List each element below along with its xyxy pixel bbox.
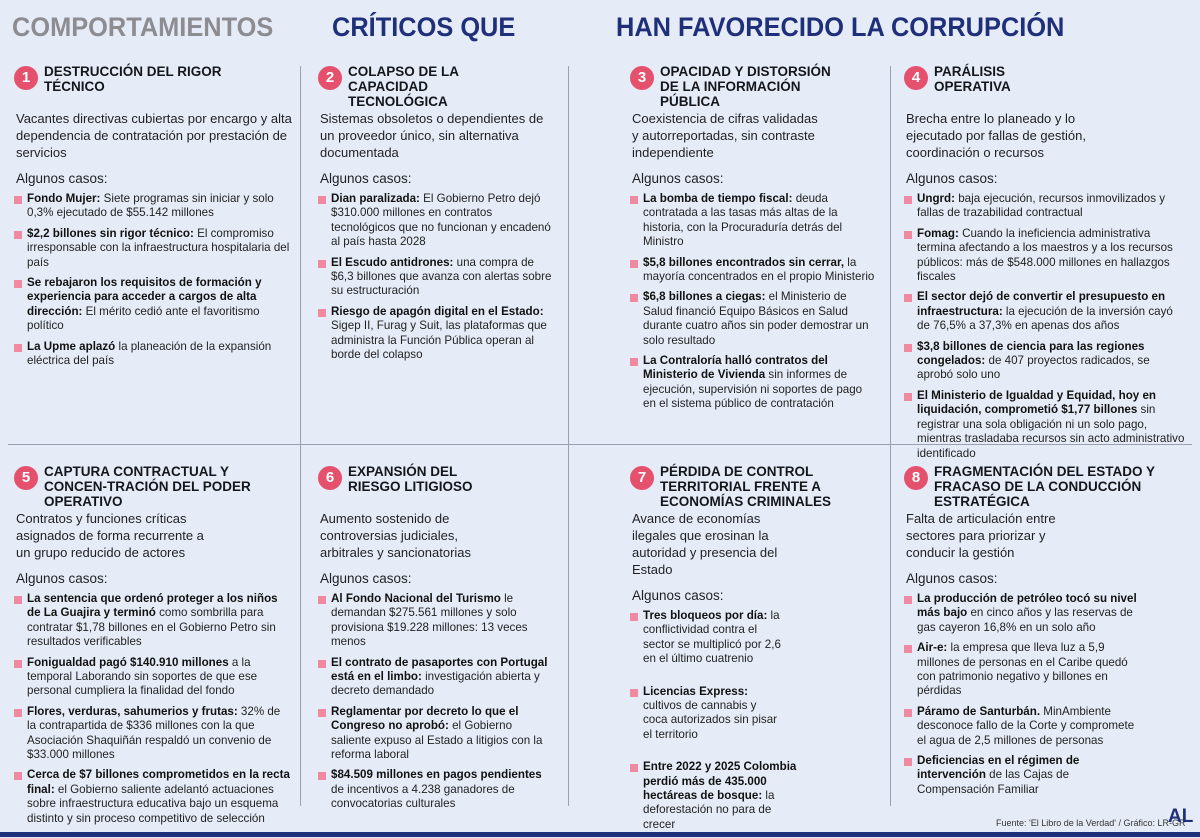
case-item: El contrato de pasaportes con Portugal está en el limbo: investigación abierta y decreto demandado xyxy=(318,656,554,699)
divider-v1 xyxy=(300,66,301,446)
case-item: La Upme aplazó la planeación de la expansión eléctrica del país xyxy=(14,340,292,369)
panel-description: Brecha entre lo planeado y lo ejecutado por fallas de gestión, coordinación o recursos xyxy=(906,111,1086,160)
panel-number: 3 xyxy=(630,66,654,90)
source-note: Fuente: 'El Libro de la Verdad' / Gráfico: LR-GR xyxy=(996,818,1186,828)
divider-v2 xyxy=(568,66,569,446)
panel-title: DESTRUCCIÓN DEL RIGOR TÉCNICO xyxy=(44,64,222,94)
panel-2 xyxy=(318,64,554,368)
panel-description: Aumento sostenido de controversias judiciales, arbitrales y sancionatorias xyxy=(320,511,472,560)
case-item: Cerca de $7 billones comprometidos en la recta final: el Gobierno saliente adelantó actuaciones sobre infraestructura educativa bajo un esquema distinto y sin proceso competitivo de selección xyxy=(14,768,292,826)
divider-v3 xyxy=(890,66,891,446)
case-item: Licencias Express: cultivos de cannabis y coca autorizados sin pisar el territorio xyxy=(630,685,783,743)
panel-description: Contratos y funciones críticas asignados de forma recurrente a un grupo reducido de actores xyxy=(16,511,204,560)
case-item: Entre 2022 y 2025 Colombia perdió más de 435.000 hectáreas de bosque: la deforestación no para de crecer xyxy=(630,760,803,832)
panel-number: 6 xyxy=(318,466,342,490)
case-item: Al Fondo Nacional del Turismo le demandan $275.561 millones y solo provisiona $19.228 millones: 13 veces menos xyxy=(318,592,554,650)
panel-number: 4 xyxy=(904,66,928,90)
case-item: Se rebajaron los requisitos de formación y experiencia para acceder a cargos de alta dirección: El mérito cedió ante el favoritismo político xyxy=(14,276,292,334)
cases-heading: Algunos casos: xyxy=(632,171,724,186)
case-item: $84.509 millones en pagos pendientes de incentivos a 4.238 ganadores de convocatorias culturales xyxy=(318,768,554,811)
panel-description: Falta de articulación entre sectores para priorizar y conducir la gestión xyxy=(906,511,1056,560)
case-item: Riesgo de apagón digital en el Estado: Sigep II, Furag y Suit, las plataformas que administra la Función Pública operan al borde del colapso xyxy=(318,305,554,363)
main-title xyxy=(0,4,1200,50)
case-item: La Contraloría halló contratos del Ministerio de Vivienda sin informes de ejecución, supervisión ni soportes de pago en el sistema público de contratación xyxy=(630,354,876,412)
case-item: Tres bloqueos por día: la conflictividad contra el sector se multiplicó por 2,6 en el último cuatrenio xyxy=(630,609,783,667)
case-item: Ungrd: baja ejecución, recursos inmovilizados y fallas de trazabilidad contractual xyxy=(904,192,1186,221)
panel-title: FRAGMENTACIÓN DEL ESTADO Y FRACASO DE LA CONDUCCIÓN ESTRATÉGICA xyxy=(934,464,1155,509)
panel-number: 5 xyxy=(14,466,38,490)
panel-title: EXPANSIÓN DEL RIESGO LITIGIOSO xyxy=(348,464,473,494)
case-item: Reglamentar por decreto lo que el Congreso no aprobó: el Gobierno saliente expuso al Estado a litigios con la reforma laboral xyxy=(318,705,554,763)
panel-description: Vacantes directivas cubiertas por encargo y alta dependencia de contratación por prestación de servicios xyxy=(16,111,292,160)
cases-heading: Algunos casos: xyxy=(320,571,412,586)
case-item: Páramo de Santurbán. MinAmbiente desconoce fallo de la Corte y compromete el agua de 2,5 millones de personas xyxy=(904,705,1137,748)
cases-heading: Algunos casos: xyxy=(16,571,108,586)
panel-3 xyxy=(630,64,876,418)
cases-heading: Algunos casos: xyxy=(906,171,998,186)
panel-title: COLAPSO DE LA CAPACIDAD TECNOLÓGICA xyxy=(348,64,459,109)
panel-8 xyxy=(904,464,1174,803)
case-item: La producción de petróleo tocó su nivel más bajo en cinco años y las reservas de gas cayeron 16,8% en un solo año xyxy=(904,592,1137,635)
panel-7 xyxy=(630,464,876,838)
panel-number: 8 xyxy=(904,466,928,490)
panel-title: OPACIDAD Y DISTORSIÓN DE LA INFORMACIÓN PÚBLICA xyxy=(660,64,831,109)
case-item: $5,8 billones encontrados sin cerrar, la mayoría concentrados en el propio Ministerio xyxy=(630,256,876,285)
panel-4 xyxy=(904,64,1186,467)
panel-title: PARÁLISIS OPERATIVA xyxy=(934,64,1011,94)
panel-6 xyxy=(318,464,554,818)
case-item: Deficiencias en el régimen de intervención de las Cajas de Compensación Familiar xyxy=(904,754,1137,797)
panel-description: Avance de economías ilegales que erosinan la autoridad y presencia del Estado xyxy=(632,511,778,577)
divider-v4 xyxy=(300,446,301,806)
case-item: Air-e: la empresa que lleva luz a 5,9 millones de personas en el Caribe quedó con patrimonio negativo y billones en pérdidas xyxy=(904,641,1137,699)
title-part-2: CRÍTICOS QUE xyxy=(332,12,516,42)
case-item: Fomag: Cuando la ineficiencia administrativa termina afectando a los maestros y a los recursos públicos: más de $548.000 millones en hallazgos fiscales xyxy=(904,227,1186,285)
cases-heading: Algunos casos: xyxy=(320,171,412,186)
divider-v5 xyxy=(568,446,569,806)
case-item: Fonigualdad pagó $140.910 millones a la temporal Laborando sin soportes de que ese personal cumpliera la finalidad del fondo xyxy=(14,656,292,699)
case-item: El Ministerio de Igualdad y Equidad, hoy en liquidación, comprometió $1,77 billones sin registrar una sola obligación ni un solo pago, mientras trasladaba recursos sin acto administrativo identificado xyxy=(904,389,1186,461)
panel-description: Coexistencia de cifras validadas y autorreportadas, sin contraste independiente xyxy=(632,111,818,160)
panel-title: PÉRDIDA DE CONTROL TERRITORIAL FRENTE A ECONOMÍAS CRIMINALES xyxy=(660,464,832,509)
cases-heading: Algunos casos: xyxy=(16,171,108,186)
panel-title: CAPTURA CONTRACTUAL Y CONCEN-TRACIÓN DEL PODER OPERATIVO xyxy=(44,464,251,509)
cases-heading: Algunos casos: xyxy=(632,588,724,603)
divider-v6 xyxy=(890,446,891,806)
cases-heading: Algunos casos: xyxy=(906,571,998,586)
bottom-bar xyxy=(0,832,1200,837)
panel-1 xyxy=(14,64,292,374)
case-item: Fondo Mujer: Siete programas sin iniciar y solo 0,3% ejecutado de $55.142 millones xyxy=(14,192,292,221)
case-item: La bomba de tiempo fiscal: deuda contratada a las tasas más altas de la historia, con la Procuraduría detrás del Ministro xyxy=(630,192,876,250)
case-item: Flores, verduras, sahumerios y frutas: 32% de la contrapartida de $336 millones con la que Asociación Shaquiñán respaldó un convenio de $33.000 millones xyxy=(14,705,292,763)
case-item: El sector dejó de convertir el presupuesto en infraestructura: la ejecución de la inversión cayó de 76,5% a 37,3% en apenas dos años xyxy=(904,290,1186,333)
panel-number: 2 xyxy=(318,66,342,90)
title-part-1: COMPORTAMIENTOS xyxy=(12,12,274,42)
case-item: $6,8 billones a ciegas: el Ministerio de Salud financió Equipo Básicos en Salud durante cuatro años sin poder demostrar un solo resultado xyxy=(630,290,876,348)
panel-number: 1 xyxy=(14,66,38,90)
panel-number: 7 xyxy=(630,466,654,490)
title-part-3: HAN FAVORECIDO LA CORRUPCIÓN xyxy=(616,12,1065,42)
panel-5 xyxy=(14,464,292,832)
brand-logo: AL xyxy=(1168,806,1194,827)
case-item: Dian paralizada: El Gobierno Petro dejó $310.000 millones en contratos tecnológicos que no funcionan y encadenó al país hasta 2028 xyxy=(318,192,554,250)
case-item: La sentencia que ordenó proteger a los niños de La Guajira y terminó como sombrilla para contratar $1,78 billones en el Gobierno Petro sin resultados verificables xyxy=(14,592,292,650)
case-item: El Escudo antidrones: una compra de $6,3 billones que avanza con alertas sobre su estructuración xyxy=(318,256,554,299)
panel-description: Sistemas obsoletos o dependientes de un proveedor único, sin alternativa documentada xyxy=(320,111,544,160)
case-item: $3,8 billones de ciencia para las regiones congelados: de 407 proyectos radicados, se aprobó solo uno xyxy=(904,340,1186,383)
case-item: $2,2 billones sin rigor técnico: El compromiso irresponsable con la infraestructura hospitalaria del país xyxy=(14,227,292,270)
